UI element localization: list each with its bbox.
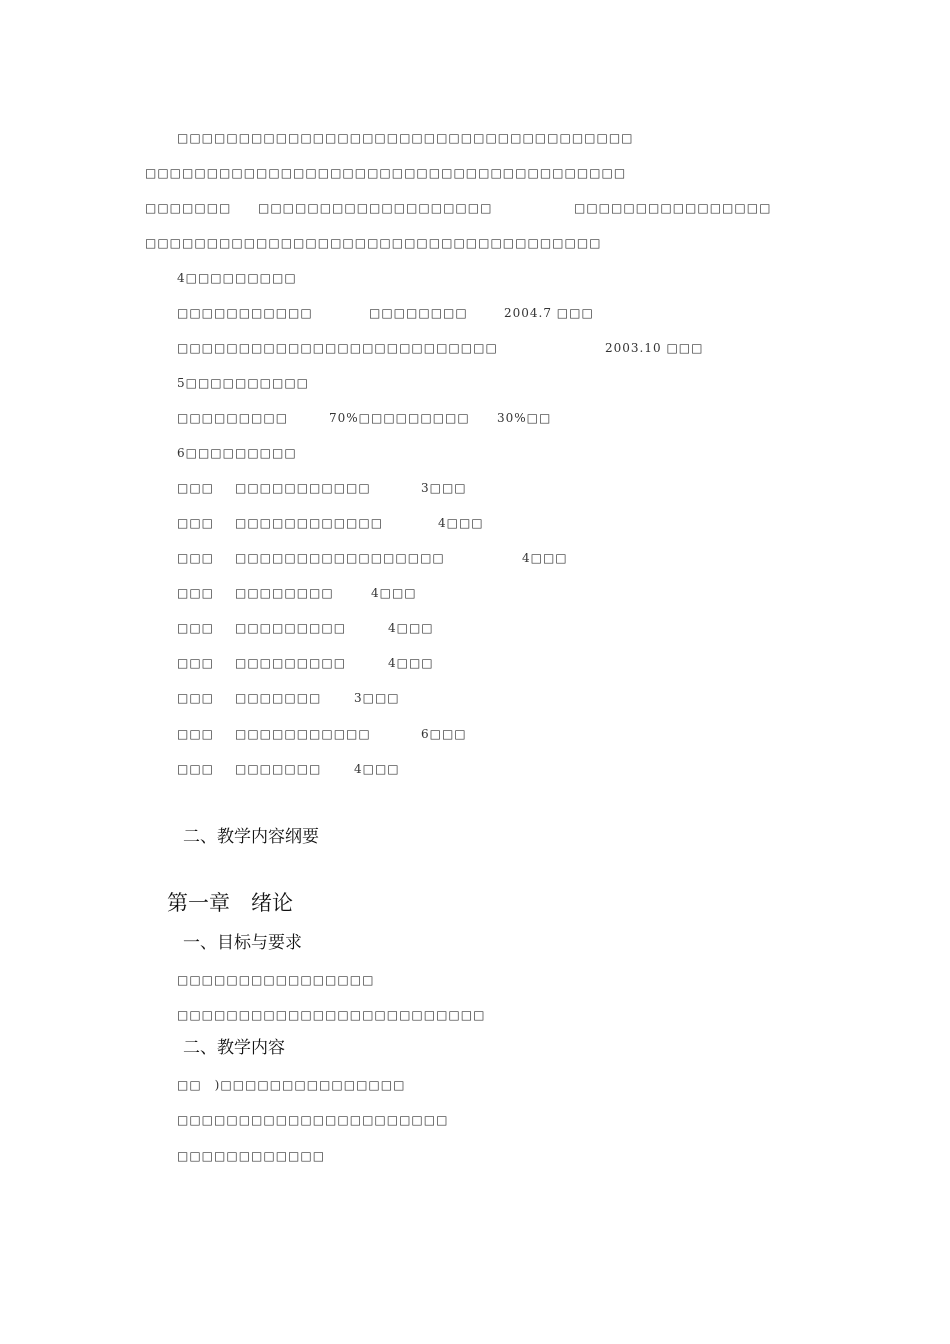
item5-row-col1: □□□□□□□□□ [177,411,289,425]
item4-row2-col1: □□□□□□□□□□□□□□□□□□□□□□□□□□ [177,341,498,355]
item5-heading: 5□□□□□□□□□□ [177,376,310,390]
item6-row-text: □□□□□□□□ [235,586,334,600]
item6-row-label: □□□ [177,516,215,530]
body-line: □□ )□□□□□□□□□□□□□□□ [177,1078,406,1092]
item6-row-label: □□□ [177,586,215,600]
chapter-title: 第一章 绪论 [167,891,293,915]
item6-row-text: □□□□□□□□□ [235,656,347,670]
item6-row-label: □□□ [177,551,215,565]
body-line: □□□□□□□□□□□□□□□□□□□□□□ [177,1113,449,1127]
item6-row-hours: 4□□□ [388,656,434,670]
paragraph-line: □□□□□□□□□□□□□□□□□□□ [258,201,493,215]
item6-heading: 6□□□□□□□□□ [177,446,297,460]
item4-row1-col1: □□□□□□□□□□□ [177,306,313,320]
item6-row-label: □□□ [177,762,215,776]
item6-row-hours: 6□□□ [421,727,467,741]
item6-row-hours: 3□□□ [354,691,400,705]
item6-row-text: □□□□□□□□□□□ [235,481,371,495]
paragraph-line: □□□□□□□□□□□□□□□□ [574,201,772,215]
item6-row-label: □□□ [177,481,215,495]
item6-row-hours: 4□□□ [388,621,434,635]
item6-row-text: □□□□□□□□□□□□ [235,516,384,530]
item6-row-hours: 4□□□ [354,762,400,776]
item4-row2-col2: 2003.10 □□□ [605,341,704,355]
paragraph-line: □□□□□□□□□□□□□□□□□□□□□□□□□□□□□□□□□□□□□ [145,236,602,250]
item4-heading: 4□□□□□□□□□ [177,271,297,285]
item6-row-label: □□□ [177,621,215,635]
item6-row-text: □□□□□□□□□□□ [235,727,371,741]
item6-row-hours: 3□□□ [421,481,467,495]
item6-row-text: □□□□□□□□□ [235,621,347,635]
item6-row-hours: 4□□□ [371,586,417,600]
item6-row-hours: 4□□□ [438,516,484,530]
body-line: □□□□□□□□□□□□□□□□ [177,973,375,987]
item4-row1-col3: 2004.7 □□□ [504,306,594,320]
body-line: □□□□□□□□□□□□ [177,1149,326,1163]
section-title: 二、教学内容纲要 [183,827,319,847]
item6-row-hours: 4□□□ [522,551,568,565]
item6-row-label: □□□ [177,727,215,741]
item6-row-text: □□□□□□□ [235,762,322,776]
paragraph-line: □□□□□□□□□□□□□□□□□□□□□□□□□□□□□□□□□□□□□ [177,131,634,145]
item6-row-label: □□□ [177,656,215,670]
item6-row-text: □□□□□□□□□□□□□□□□□ [235,551,445,565]
subsection-title: 二、教学内容 [183,1038,285,1058]
paragraph-line: □□□□□□□ [145,201,232,215]
item5-row-col2: 70%□□□□□□□□□ [329,411,470,425]
item4-row1-col2: □□□□□□□□ [369,306,468,320]
item5-row-col3: 30%□□ [497,411,552,425]
body-line: □□□□□□□□□□□□□□□□□□□□□□□□□ [177,1008,486,1022]
subsection-title: 一、目标与要求 [183,933,302,953]
item6-row-label: □□□ [177,691,215,705]
item6-row-text: □□□□□□□ [235,691,322,705]
paragraph-line: □□□□□□□□□□□□□□□□□□□□□□□□□□□□□□□□□□□□□□□ [145,166,627,180]
